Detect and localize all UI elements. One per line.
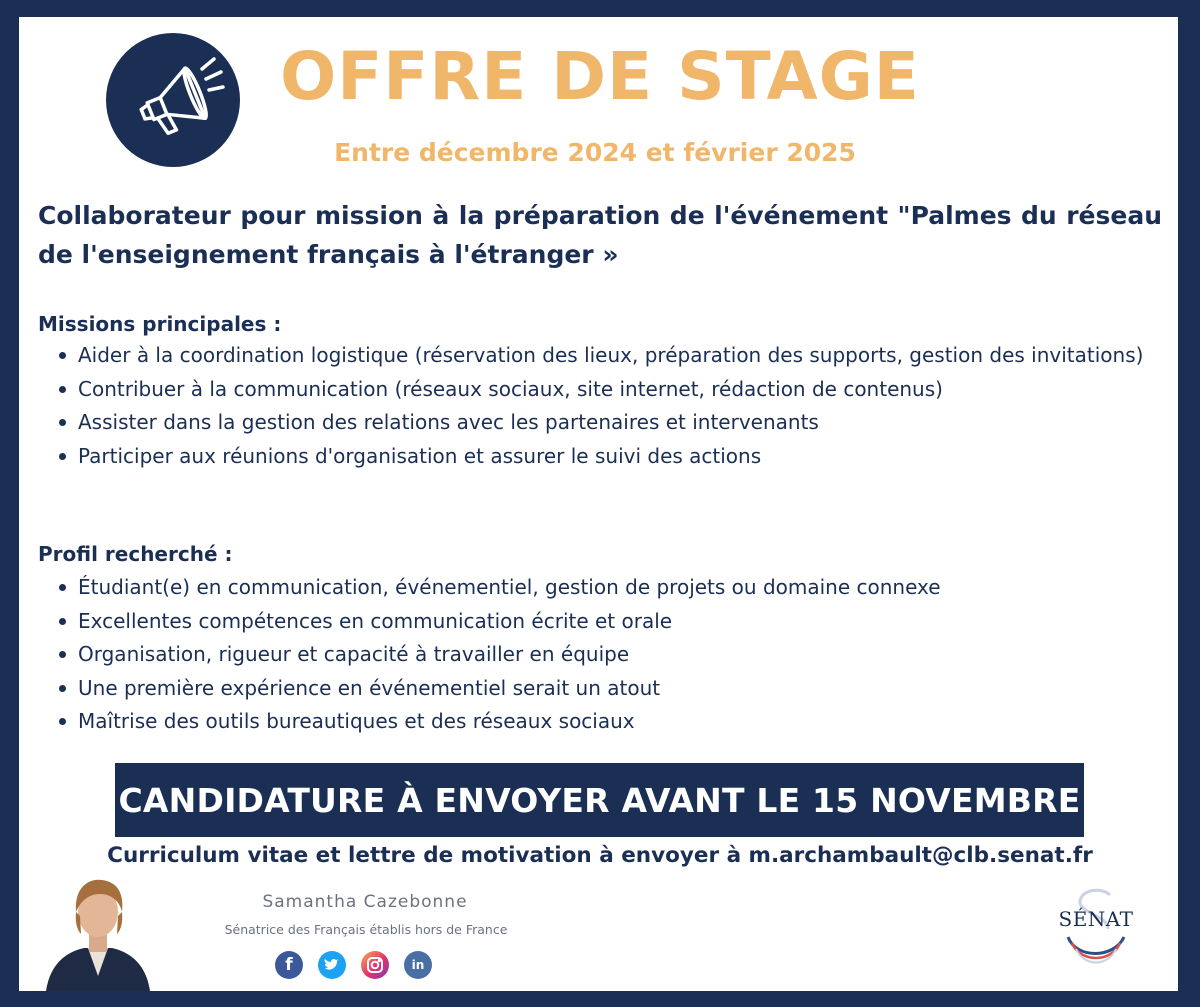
linkedin-glyph: in bbox=[411, 958, 425, 972]
senat-wordmark: SÉNAT bbox=[1058, 907, 1134, 931]
linkedin-icon[interactable] bbox=[404, 951, 432, 979]
profile-heading: Profil recherché : bbox=[38, 542, 233, 566]
signature-role: Sénatrice des Français établis hors de France bbox=[224, 922, 508, 937]
list-item: Maîtrise des outils bureautiques et des réseaux sociaux bbox=[78, 705, 1162, 739]
deadline-text: CANDIDATURE À ENVOYER AVANT LE 15 NOVEMBRE bbox=[118, 780, 1081, 820]
profile-list bbox=[38, 571, 1162, 739]
list-item: Aider à la coordination logistique (réservation des lieux, préparation des supports, gestion des invitations) bbox=[78, 339, 1162, 373]
list-item: Participer aux réunions d'organisation et assurer le suivi des actions bbox=[78, 440, 1162, 474]
list-item: Étudiant(e) en communication, événementiel, gestion de projets ou domaine connexe bbox=[78, 571, 1162, 605]
senator-portrait bbox=[44, 872, 152, 991]
social-links bbox=[275, 951, 432, 979]
deadline-banner bbox=[115, 763, 1084, 837]
list-item: Excellentes compétences en communication écrite et orale bbox=[78, 605, 1162, 639]
internship-dates: Entre décembre 2024 et février 2025 bbox=[334, 138, 856, 167]
list-item: Contribuer à la communication (réseaux sociaux, site internet, rédaction de contenus) bbox=[78, 373, 1162, 407]
senat-logo bbox=[1048, 885, 1144, 971]
application-instructions: Curriculum vitae et lettre de motivation à envoyer à m.archambault@clb.senat.fr bbox=[107, 843, 1093, 868]
missions-list bbox=[38, 339, 1162, 473]
list-item: Une première expérience en événementiel serait un atout bbox=[78, 672, 1162, 706]
megaphone-icon bbox=[106, 33, 240, 167]
list-item: Assister dans la gestion des relations avec les partenaires et intervenants bbox=[78, 406, 1162, 440]
page-title: OFFRE DE STAGE bbox=[280, 38, 920, 115]
facebook-icon[interactable] bbox=[275, 951, 303, 979]
list-item: Organisation, rigueur et capacité à travailler en équipe bbox=[78, 638, 1162, 672]
facebook-glyph: f bbox=[285, 955, 293, 975]
twitter-icon[interactable] bbox=[318, 951, 346, 979]
instagram-icon[interactable] bbox=[361, 951, 389, 979]
position-title: Collaborateur pour mission à la préparation de l'événement "Palmes du réseau de l'enseignement français à l'étranger » bbox=[38, 201, 1162, 269]
signature-name: Samantha Cazebonne bbox=[262, 892, 468, 912]
missions-heading: Missions principales : bbox=[38, 312, 282, 336]
